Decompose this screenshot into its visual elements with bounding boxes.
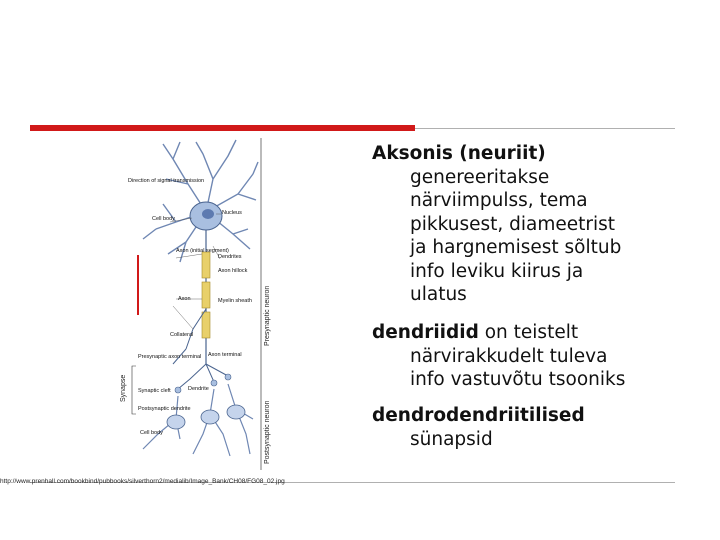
label-axon-hillock: Axon hillock: [218, 268, 248, 274]
label-postsynaptic-neuron: Postsynaptic neuron: [264, 400, 271, 464]
bullet-dendrites: [372, 321, 625, 392]
label-postsynaptic-dendrite: Postsynaptic dendrite: [138, 406, 191, 412]
label-presynaptic-terminal: Presynaptic axon terminal: [138, 354, 202, 360]
label-dendrites: Dendrites: [218, 254, 242, 260]
bullet-axon-line: genereeritakse: [410, 166, 550, 188]
bullet-dendrites-rest: on teistelt: [478, 322, 579, 343]
bullet-axon-line: info leviku kiirus ja: [410, 260, 584, 282]
label-cell-body-bottom: Cell body: [140, 430, 163, 436]
bullet-dendrodendritic: [372, 404, 585, 451]
bullet-axon-line: ja hargnemisest sõltub: [410, 237, 622, 258]
bullet-axon-lead: Aksonis (neuriit): [372, 143, 546, 164]
bullet-axon: [372, 142, 621, 307]
bullet-dendrodendritic-lead: dendrodendriitilised: [372, 405, 585, 426]
neuron-illustration: [118, 134, 278, 474]
label-nucleus: Nucleus: [222, 210, 242, 216]
label-dendrite: Dendrite: [188, 386, 209, 392]
bullet-axon-line: ulatus: [410, 284, 467, 305]
source-url: http://www.prenhall.com/bookbind/pubbooks/silverthorn2/medialib/Image_Bank/CH08/FG08_02.jpg: [0, 478, 285, 485]
bullet-dendrites-lead: dendriidid: [372, 322, 479, 343]
bullet-axon-line: pikkusest, diameetrist: [410, 213, 616, 235]
label-synaptic-cleft: Synaptic cleft: [138, 388, 171, 394]
label-axon-terminal: Axon terminal: [208, 352, 242, 358]
label-synapse: Synapse: [120, 374, 127, 402]
bullet-dendrites-line: info vastuvõtu tsooniks: [410, 369, 626, 390]
neuron-figure: [118, 134, 278, 474]
bullet-dendrites-line: närvirakkudelt tuleva: [410, 345, 608, 367]
label-presynaptic-neuron: Presynaptic neuron: [264, 285, 271, 346]
label-direction: Direction of signal transmission: [128, 178, 205, 184]
bullet-dendrodendritic-line: sünapsid: [410, 428, 493, 450]
bullet-axon-line: närviimpulss, tema: [410, 190, 588, 211]
top-accent-bar: [30, 125, 415, 131]
label-cell-body-top: Cell body: [152, 216, 175, 222]
label-collateral: Collateral: [170, 332, 194, 338]
label-axon-initial: Axon (initial segment): [176, 248, 229, 254]
label-myelin: Myelin sheath: [218, 298, 252, 304]
label-axon: Axon: [178, 296, 191, 302]
